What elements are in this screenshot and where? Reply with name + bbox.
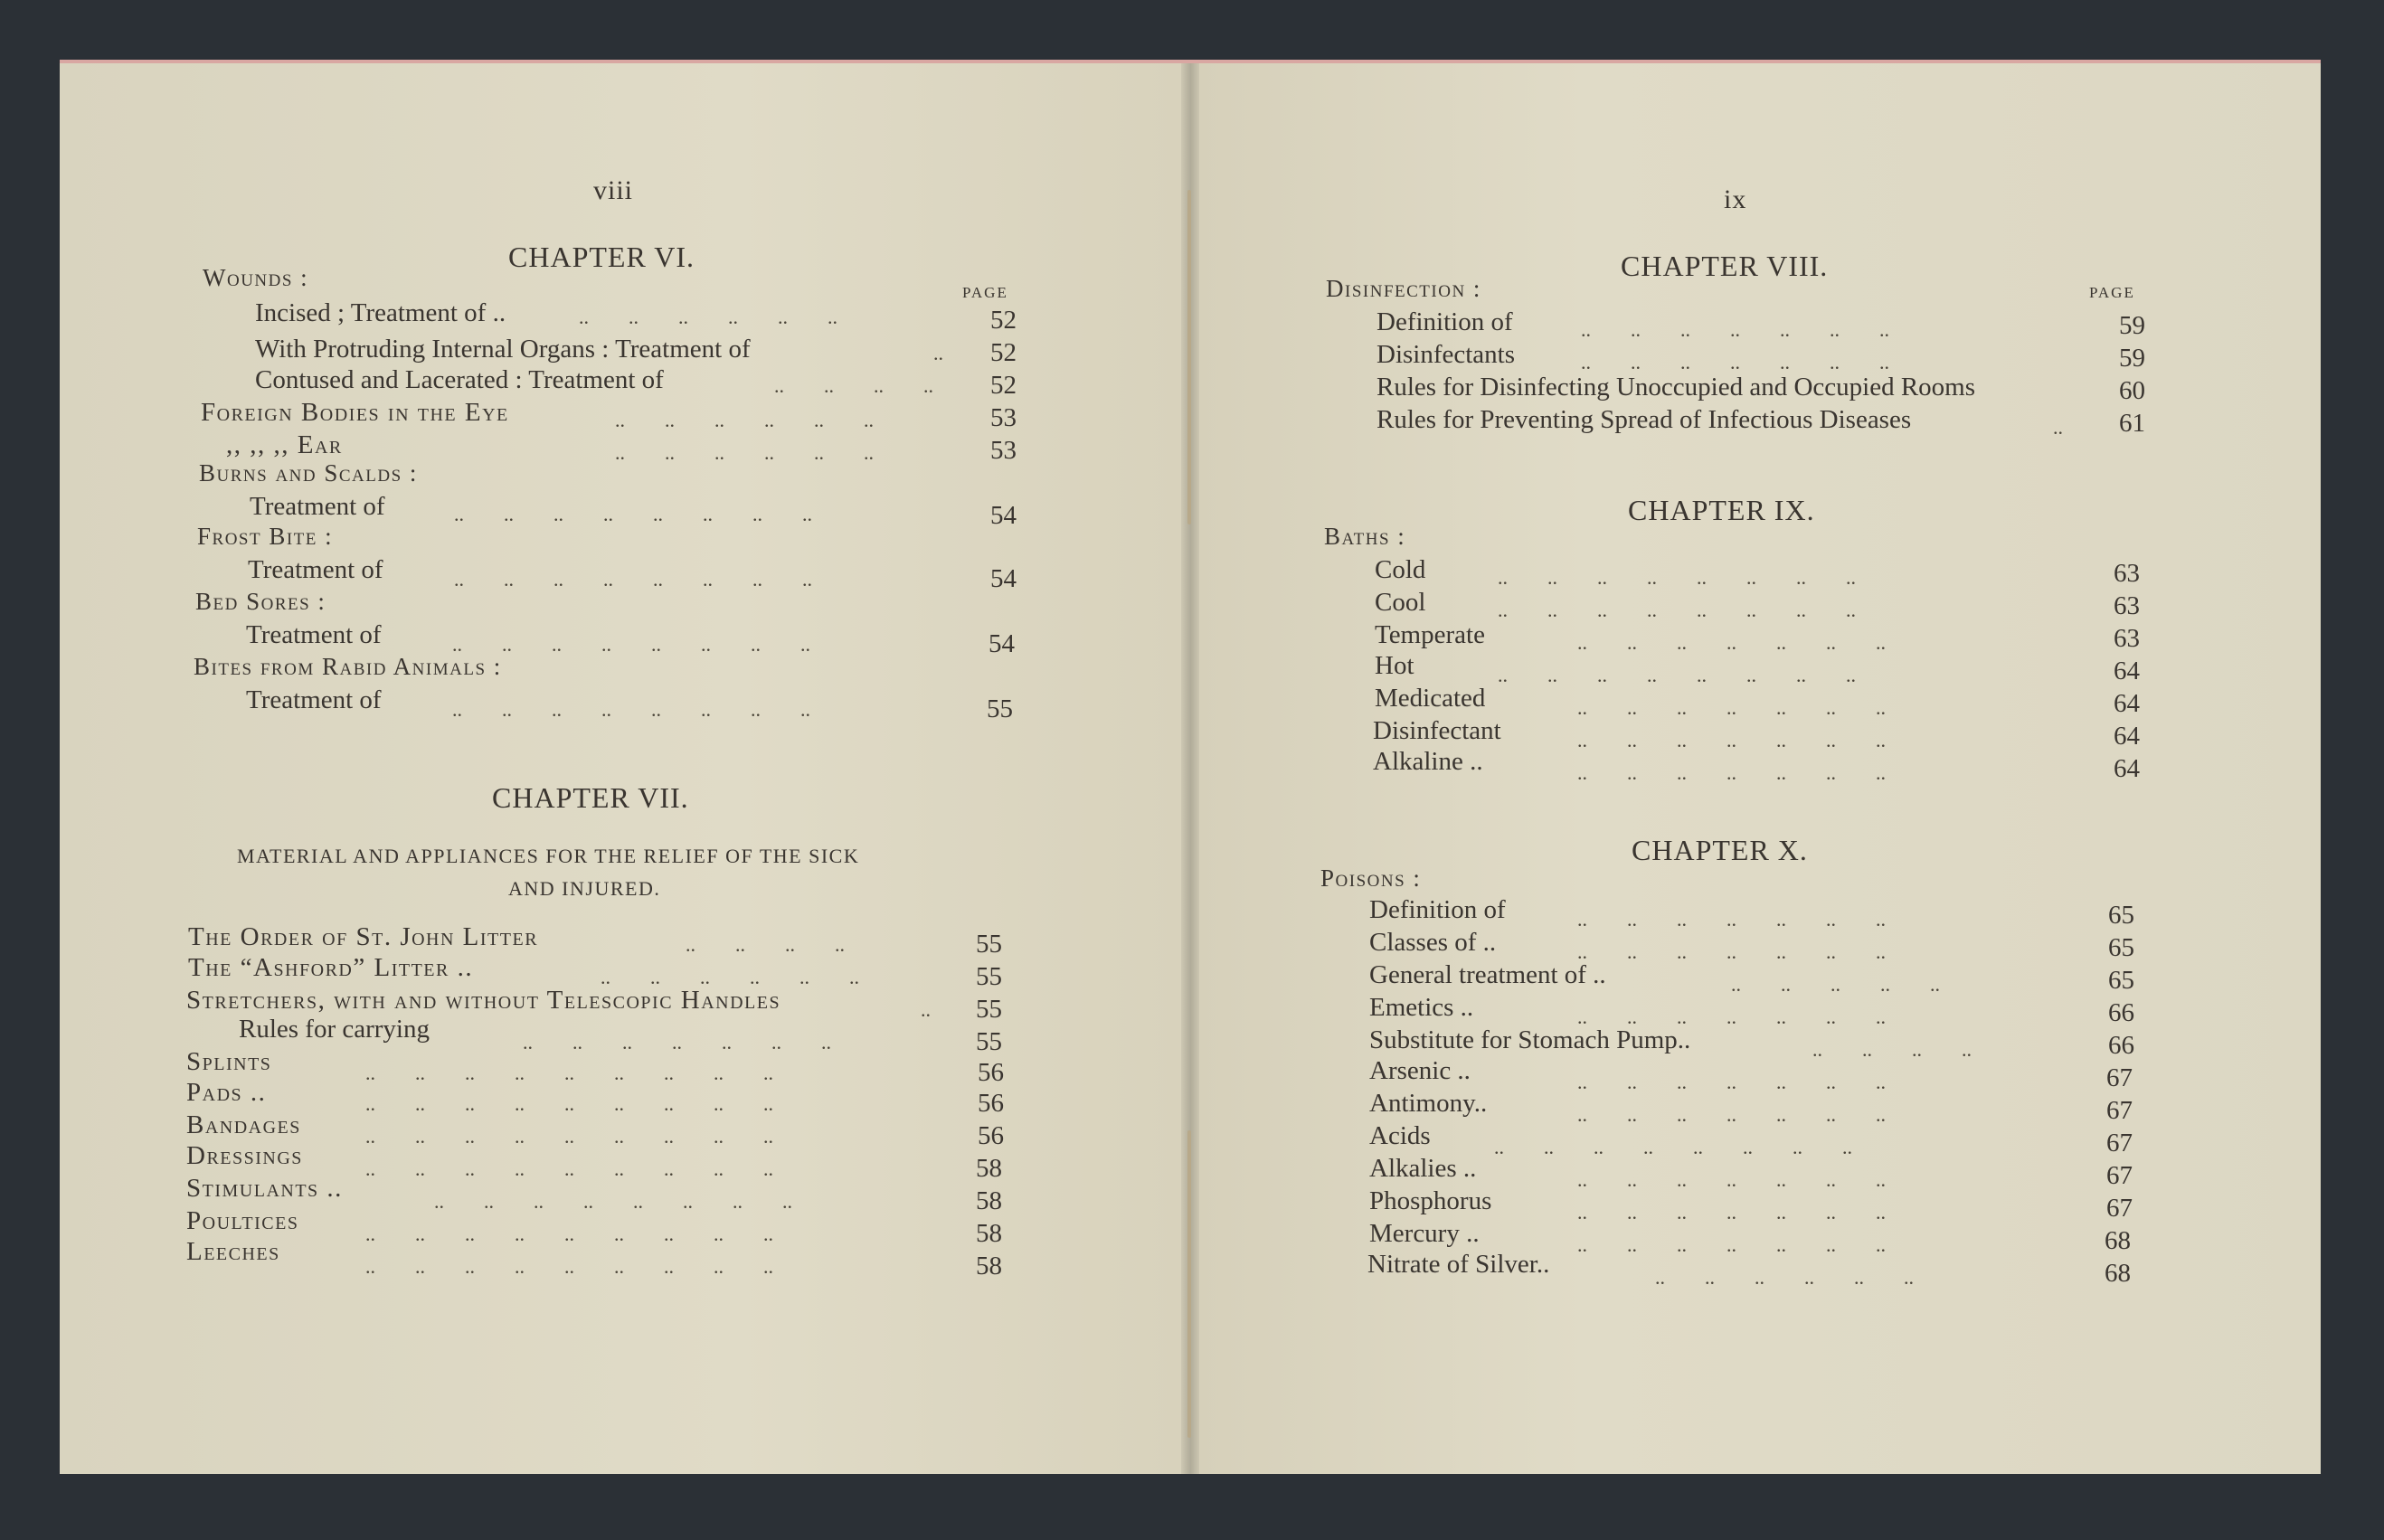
binding-thread-lower: [1187, 1130, 1191, 1438]
leader-dots: .. .. .. .. .. .. ..: [1581, 351, 1889, 373]
page-ref: 67: [2106, 1063, 2133, 1092]
leader-dots: ..: [2053, 416, 2063, 439]
chapter-7-title: CHAPTER VII.: [492, 781, 689, 814]
toc-entry: The Order of St. John Litter: [188, 922, 539, 951]
leader-dots: .. .. .. ..: [686, 933, 845, 956]
toc-entry: Treatment of: [246, 620, 382, 649]
left-page-number: viii: [593, 175, 634, 205]
leader-dots: .. .. .. .. .. .. ..: [1581, 318, 1889, 341]
page-ref: 55: [976, 962, 1002, 991]
leader-dots: .. .. .. .. .. .. .. ..: [1494, 1136, 1852, 1158]
leader-dots: .. .. .. .. .. .. .. .. ..: [365, 1255, 773, 1278]
leader-dots: .. .. .. .. .. .. .. ..: [454, 503, 812, 525]
toc-entry: Alkalies ..: [1369, 1154, 1477, 1183]
page-ref: 65: [2108, 933, 2134, 962]
toc-entry: Rules for Disinfecting Unoccupied and Occupied Rooms: [1376, 373, 1976, 402]
toc-entry: Splints: [186, 1047, 272, 1076]
leader-dots: .. .. .. .. .. .. .. .. ..: [365, 1062, 773, 1084]
page-ref: 67: [2106, 1194, 2133, 1223]
heading-burns: Burns and Scalds :: [199, 459, 418, 487]
chapter-8-title: CHAPTER VIII.: [1621, 250, 1829, 282]
page-ref: 66: [2108, 998, 2134, 1027]
page-ref: 58: [976, 1154, 1002, 1183]
toc-entry: Poultices: [186, 1206, 299, 1235]
toc-entry: Cold: [1375, 555, 1426, 584]
leader-dots: .. .. .. .. .. .. ..: [1577, 1201, 1886, 1223]
leader-dots: .. .. .. .. .. .. ..: [1577, 1168, 1886, 1191]
page-ref: 53: [990, 403, 1017, 432]
toc-entry: Definition of: [1369, 895, 1506, 924]
leader-dots: .. .. .. .. .. .. .. .. ..: [365, 1092, 773, 1115]
leader-dots: .. .. .. .. .. ..: [1655, 1266, 1914, 1289]
toc-entry: Incised ; Treatment of ..: [255, 298, 506, 327]
toc-entry: Stimulants ..: [186, 1174, 343, 1203]
page-ref: 63: [2114, 559, 2140, 588]
leader-dots: .. .. .. .. .. ..: [615, 441, 874, 464]
page-column-label-right: PAGE: [2089, 284, 2135, 301]
toc-entry: Acids: [1369, 1121, 1431, 1150]
page-ref: 65: [2108, 901, 2134, 930]
toc-entry: Cool: [1375, 588, 1426, 617]
leader-dots: .. .. .. .. .. .. .. ..: [434, 1190, 792, 1213]
chapter-9-title: CHAPTER IX.: [1628, 494, 1815, 526]
leader-dots: .. .. .. ..: [774, 374, 933, 397]
page-ref: 67: [2106, 1096, 2133, 1125]
toc-entry: Temperate: [1375, 620, 1485, 649]
page-ref: 59: [2119, 311, 2145, 340]
page-ref: 58: [976, 1219, 1002, 1248]
toc-entry: With Protruding Internal Organs : Treatment of: [255, 335, 751, 364]
page-ref: 54: [990, 564, 1017, 593]
toc-entry: Substitute for Stomach Pump..: [1369, 1025, 1691, 1054]
page-ref: 58: [976, 1186, 1002, 1215]
leader-dots: .. .. .. .. .. .. ..: [1577, 940, 1886, 963]
page-ref: 52: [990, 306, 1017, 335]
heading-bed-sores: Bed Sores :: [195, 588, 326, 615]
toc-entry: Stretchers, with and without Telescopic Handles: [186, 986, 781, 1015]
toc-entry: Hot: [1375, 651, 1414, 680]
leader-dots: .. .. .. .. .. ..: [601, 966, 859, 988]
page-ref: 59: [2119, 344, 2145, 373]
toc-entry: Medicated: [1375, 684, 1486, 713]
page-ref: 56: [978, 1121, 1004, 1150]
leader-dots: .. .. .. .. .. .. ..: [1577, 631, 1886, 654]
toc-entry-heading: ,, ,, ,, Ear: [226, 430, 343, 459]
toc-entry: Emetics ..: [1369, 993, 1474, 1022]
toc-entry: Treatment of: [246, 685, 382, 714]
leader-dots: .. .. .. .. .. .. ..: [1577, 1233, 1886, 1256]
page-ref: 64: [2114, 754, 2140, 783]
toc-entry: Treatment of: [248, 555, 383, 584]
page-ref: 63: [2114, 591, 2140, 620]
leader-dots: .. .. .. .. .. .. .. ..: [454, 568, 812, 590]
page-column-label-left: PAGE: [962, 284, 1008, 301]
chapter-10-title: CHAPTER X.: [1632, 834, 1808, 866]
toc-entry: Treatment of: [250, 492, 385, 521]
toc-entry: Disinfectants: [1376, 340, 1516, 369]
page-ref: 61: [2119, 409, 2145, 438]
page-ref: 55: [976, 995, 1002, 1024]
leader-dots: .. .. .. .. .. .. .. .. ..: [365, 1223, 773, 1245]
page-ref: 67: [2106, 1161, 2133, 1190]
leader-dots: .. .. .. .. .. .. ..: [1577, 761, 1886, 784]
toc-entry: Pads ..: [186, 1078, 267, 1107]
toc-entry: Disinfectant: [1373, 716, 1501, 745]
right-page-number: ix: [1724, 184, 1747, 214]
chapter-7-subtitle-line2: AND INJURED.: [508, 877, 661, 900]
page-ref: 60: [2119, 376, 2145, 405]
leader-dots: ..: [933, 342, 943, 364]
page-ref: 55: [976, 930, 1002, 959]
heading-disinfection: Disinfection :: [1326, 275, 1481, 302]
leader-dots: .. .. .. .. .. ..: [615, 409, 874, 431]
toc-entry: Definition of: [1376, 307, 1513, 336]
toc-entry: Rules for carrying: [239, 1015, 430, 1044]
toc-entry: The “Ashford” Litter ..: [188, 953, 474, 982]
chapter-7-subtitle-line1: MATERIAL AND APPLIANCES FOR THE RELIEF OF THE SICK: [237, 845, 860, 867]
page-ref: 56: [978, 1058, 1004, 1087]
heading-baths: Baths :: [1324, 523, 1406, 550]
leader-dots: .. .. .. .. .. .. ..: [1577, 1071, 1886, 1093]
heading-bites: Bites from Rabid Animals :: [194, 653, 502, 680]
page-ref: 68: [2105, 1259, 2131, 1288]
page-ref: 53: [990, 436, 1017, 465]
page-ref: 67: [2106, 1129, 2133, 1157]
toc-entry: Arsenic ..: [1369, 1056, 1471, 1085]
toc-entry: Antimony..: [1369, 1089, 1488, 1118]
toc-entry: General treatment of ..: [1369, 960, 1606, 989]
leader-dots: .. .. .. .. .. .. .. ..: [452, 698, 810, 721]
toc-entry: Nitrate of Silver..: [1367, 1250, 1550, 1279]
toc-entry: Bandages: [186, 1110, 301, 1139]
page-ref: 55: [987, 694, 1013, 723]
toc-entry: Alkaline ..: [1373, 747, 1483, 776]
leader-dots: ..: [921, 998, 931, 1021]
leader-dots: .. .. .. .. .. .. .. ..: [1498, 599, 1856, 621]
toc-entry: Rules for Preventing Spread of Infectious Diseases: [1376, 405, 1912, 434]
leader-dots: .. .. .. .. .. .. .. ..: [1498, 664, 1856, 686]
page-ref: 64: [2114, 722, 2140, 751]
toc-entry: Phosphorus: [1369, 1186, 1492, 1215]
toc-entry: Leeches: [186, 1237, 280, 1266]
toc-entry: Dressings: [186, 1141, 303, 1170]
page-ref: 64: [2114, 689, 2140, 718]
toc-entry: Contused and Lacerated : Treatment of: [255, 365, 664, 394]
toc-entry-heading: Foreign Bodies in the Eye: [201, 398, 509, 427]
chapter-6-title: CHAPTER VI.: [508, 241, 695, 273]
leader-dots: .. .. .. .. .. .. ..: [1577, 1006, 1886, 1028]
leader-dots: .. .. .. .. ..: [1731, 973, 1940, 996]
toc-entry: Classes of ..: [1369, 928, 1497, 957]
leader-dots: .. .. .. .. .. ..: [579, 306, 837, 328]
leader-dots: .. .. .. .. .. .. ..: [1577, 729, 1886, 751]
page-ref: 52: [990, 371, 1017, 400]
binding-thread-upper: [1187, 190, 1191, 524]
leader-dots: .. .. .. .. .. .. ..: [1577, 908, 1886, 931]
heading-poisons: Poisons :: [1320, 864, 1422, 892]
page-ref: 58: [976, 1252, 1002, 1280]
page-ref: 56: [978, 1089, 1004, 1118]
toc-entry: Mercury ..: [1369, 1219, 1480, 1248]
page-ref: 64: [2114, 657, 2140, 685]
leader-dots: .. .. .. .. .. .. .. .. ..: [365, 1157, 773, 1180]
page-ref: 54: [990, 501, 1017, 530]
page-ref: 54: [989, 629, 1015, 658]
page-ref: 68: [2105, 1226, 2131, 1255]
page-ref: 66: [2108, 1031, 2134, 1060]
leader-dots: .. .. .. .. .. .. .. ..: [1498, 566, 1856, 589]
heading-wounds: Wounds :: [203, 264, 309, 291]
page-ref: 63: [2114, 624, 2140, 653]
leader-dots: .. .. .. ..: [1812, 1038, 1972, 1061]
leader-dots: .. .. .. .. .. .. .. ..: [452, 633, 810, 656]
heading-frost-bite: Frost Bite :: [197, 523, 334, 550]
leader-dots: .. .. .. .. .. .. ..: [1577, 1103, 1886, 1126]
page-ref: 65: [2108, 966, 2134, 995]
leader-dots: .. .. .. .. .. .. ..: [1577, 696, 1886, 719]
page-ref: 55: [976, 1027, 1002, 1056]
leader-dots: .. .. .. .. .. .. ..: [523, 1031, 831, 1053]
leader-dots: .. .. .. .. .. .. .. .. ..: [365, 1125, 773, 1148]
page-ref: 52: [990, 338, 1017, 367]
